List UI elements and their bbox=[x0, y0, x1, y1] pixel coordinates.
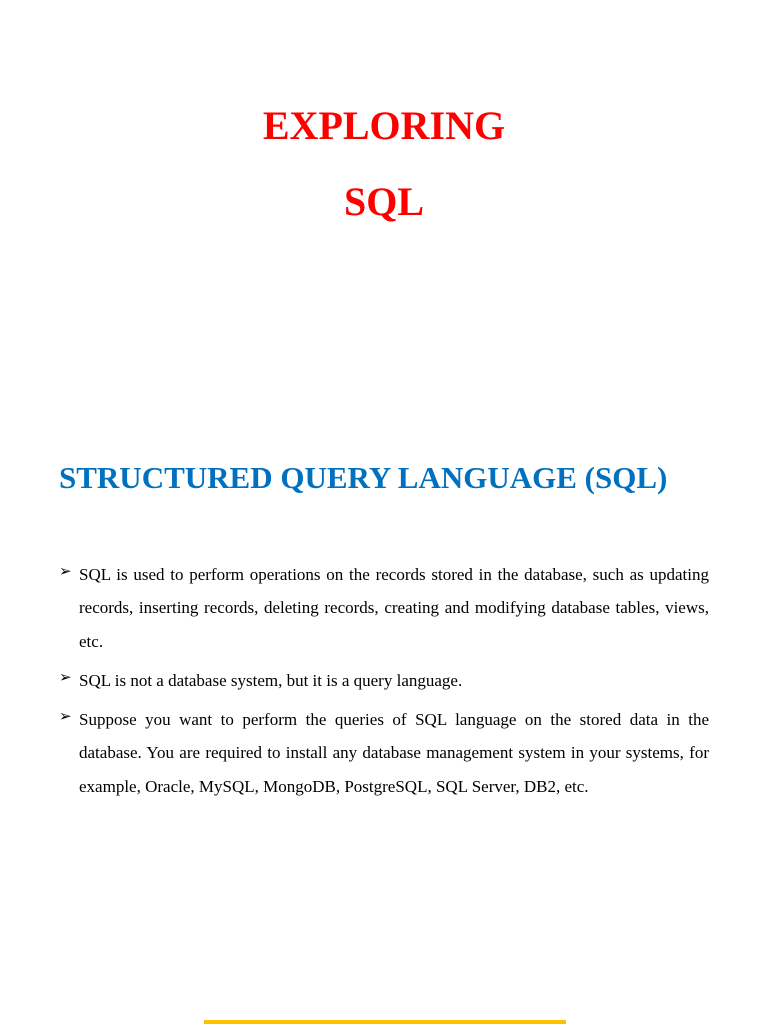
bullet-item bbox=[0, 664, 709, 697]
bullet-text: SQL is used to perform operations on the records stored in the database, such as updating records, inserting records, deleting records, creating and modifying database tables, views, etc. bbox=[79, 565, 709, 651]
bottom-accent-bar bbox=[204, 1020, 566, 1024]
document-title-line-1: EXPLORING bbox=[262, 103, 506, 148]
arrowhead-bullet-icon: ➢ bbox=[59, 562, 72, 580]
document-title-line-2: SQL bbox=[343, 179, 425, 224]
arrowhead-bullet-icon: ➢ bbox=[59, 707, 72, 726]
bullet-text: Suppose you want to perform the queries of SQL language on the stored data in the database. You are required to install any database management system in your systems, for example, Oracle, MySQL, MongoDB, PostgreSQL, SQL Server, DB2, etc. bbox=[79, 710, 709, 796]
bullet-item bbox=[0, 703, 709, 803]
section-heading: STRUCTURED QUERY LANGUAGE (SQL) bbox=[59, 460, 668, 495]
bullet-item bbox=[0, 558, 709, 658]
arrowhead-bullet-icon: ➢ bbox=[59, 667, 72, 686]
bullet-list bbox=[0, 558, 768, 809]
bullet-text: SQL is not a database system, but it is a query language. bbox=[79, 670, 463, 690]
